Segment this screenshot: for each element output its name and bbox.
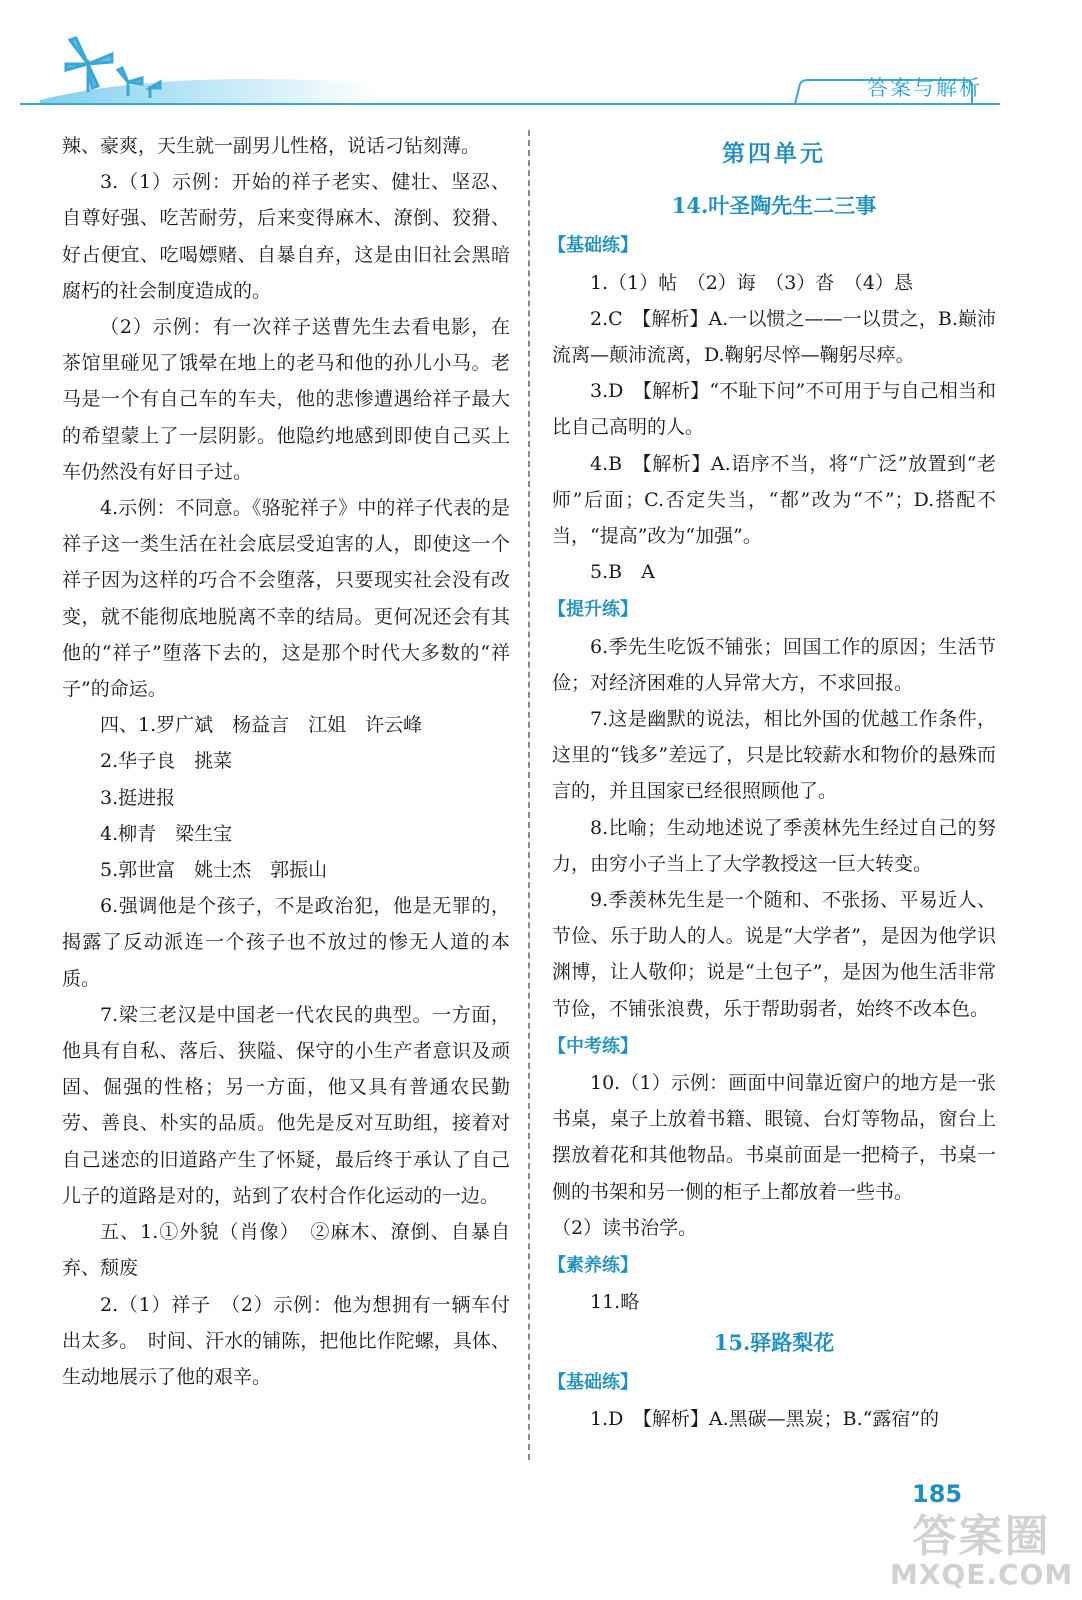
section-tag: 【提升练】 xyxy=(548,599,638,621)
unit-title: 第四单元 xyxy=(722,140,826,167)
left-paragraph: 五、1.①外貌（肖像） ②麻木、潦倒、自暴自弃、颓废 xyxy=(62,1221,510,1280)
left-paragraph: （2）示例：有一次祥子送曹先生去看电影，在茶馆里碰见了饿晕在地上的老马和他的孙儿小马。老马是一个有自己车的车夫，他的悲惨遭遇给祥子最大的希望蒙上了一层阴影。他隐约地感到即使自己买上车仍然没有好日子过。 xyxy=(62,316,510,483)
right-paragraph: 10.（1）示例：画面中间靠近窗户的地方是一张书桌，桌子上放着书籍、眼镜、台灯等物品，窗台上摆放着花和其他物品。书桌前面是一把椅子，书桌一侧的书架和另一侧的柜子上都放着一些书。 xyxy=(552,1072,996,1203)
lesson-title: 15.驿路梨花 xyxy=(713,1329,835,1355)
left-paragraph: 7.梁三老汉是中国老一代农民的典型。一方面，他具有自私、落后、狭隘、保守的小生产者意识及顽固、倔强的性格；另一方面，他又具有普通农民勤劳、善良、朴实的品质。他先是反对互助组，接着对自己迷恋的旧道路产生了怀疑，最后终于承认了自己儿子的道路是对的，站到了农村合作化运动的一边。 xyxy=(62,1003,510,1207)
left-paragraph: 2.（1）祥子 （2）示例：他为想拥有一辆车付出太多。 时间、汗水的铺陈，把他比作陀螺，具体、生动地展示了他的艰辛。 xyxy=(62,1293,510,1388)
right-paragraph: 1.D 【解析】A.黑碳—黑炭；B.“露宿”的 xyxy=(590,1407,940,1430)
right-paragraph: 7.这是幽默的说法，相比外国的优越工作条件，这里的“钱多”差远了，只是比较薪水和物价的悬殊而言的，并且国家已经很照顾他了。 xyxy=(552,708,996,803)
watermark-text: 答案圈 xyxy=(912,1511,1051,1562)
page-number: 185 xyxy=(912,1480,963,1508)
right-paragraph: （2）读书治学。 xyxy=(552,1216,698,1239)
left-paragraph: 3.（1）示例：开始的祥子老实、健壮、坚忍、自尊好强、吃苦耐劳，后来变得麻木、潦倒、狡猾、好占便宜、吃喝嫖赌、自暴自弃，这是由旧社会黑暗腐朽的社会制度造成的。 xyxy=(62,171,510,302)
right-paragraph: 11.略 xyxy=(590,1291,640,1314)
section-tag: 【素养练】 xyxy=(548,1255,638,1277)
section-tag: 【基础练】 xyxy=(548,235,638,257)
left-paragraph: 3.挺进报 xyxy=(100,786,176,809)
left-paragraph: 6.强调他是个孩子，不是政治犯，他是无罪的，揭露了反动派连一个孩子也不放过的惨无人道的本质。 xyxy=(62,895,510,990)
left-paragraph: 4.示例：不同意。《骆驼祥子》中的祥子代表的是祥子这一类生活在社会底层受迫害的人，即使这一个祥子因为这样的巧合不会堕落，只要现实社会没有改变，就不能彻底地脱离不幸的结局。更何况还会有其他的“祥子”堕落下去的，这是那个时代大多数的“祥子”的命运。 xyxy=(62,497,510,701)
column-divider xyxy=(528,130,530,1460)
header-title: 答案与解析 xyxy=(867,76,982,100)
left-paragraph: 四、1.罗广斌 杨益言 江姐 许云峰 xyxy=(100,714,423,737)
left-column xyxy=(62,128,510,1395)
watermark-logo xyxy=(890,1500,1073,1591)
lesson-title: 14.叶圣陶先生二三事 xyxy=(671,193,877,219)
right-paragraph: 3.D 【解析】“不耻下问”不可用于与自己相当和比自己高明的人。 xyxy=(552,380,996,439)
right-paragraph: 2.C 【解析】A.一以惯之——一以贯之，B.巅沛流离—颠沛流离，D.鞠躬尽悴—鞠躬尽瘁。 xyxy=(552,307,996,367)
right-paragraph: 8.比喻；生动地述说了季羡林先生经过自己的努力，由穷小子当上了大学教授这一巨大转变。 xyxy=(552,816,996,875)
right-paragraph: 1.（1）帖 （2）诲 （3）沓 （4）恳 xyxy=(590,271,913,294)
left-paragraph: 2.华子良 挑菜 xyxy=(100,750,233,773)
right-paragraph: 5.B A xyxy=(590,561,655,584)
left-paragraph: 4.柳青 梁生宝 xyxy=(100,822,233,845)
watermark-url: MXQE.COM xyxy=(890,1558,1074,1591)
right-paragraph: 6.季先生吃饭不铺张；回国工作的原因；生活节俭；对经济困难的人异常大方，不求回报。 xyxy=(552,635,996,694)
left-paragraph: 辣、豪爽，天生就一副男儿性格，说话刁钻刻薄。 xyxy=(62,135,481,157)
page-header xyxy=(0,0,1082,112)
left-paragraph: 5.郭世富 姚士杰 郭振山 xyxy=(100,859,328,882)
section-tag: 【中考练】 xyxy=(548,1035,638,1057)
right-paragraph: 9.季羡林先生是一个随和、不张扬、平易近人、节俭、乐于助人的人。说是“大学者”，是因为他学识渊博，让人敬仰；说是“土包子”，是因为他生活非常节俭，不铺张浪费，乐于帮助弱者，始终不改本色。 xyxy=(552,889,996,1020)
right-column xyxy=(548,128,996,1437)
right-paragraph: 4.B 【解析】A.语序不当，将“广泛”放置到“老师”后面；C.否定失当，“都”改为“不”；D.搭配不当，“提高”改为“加强”。 xyxy=(552,452,996,548)
section-tag: 【基础练】 xyxy=(548,1371,638,1393)
